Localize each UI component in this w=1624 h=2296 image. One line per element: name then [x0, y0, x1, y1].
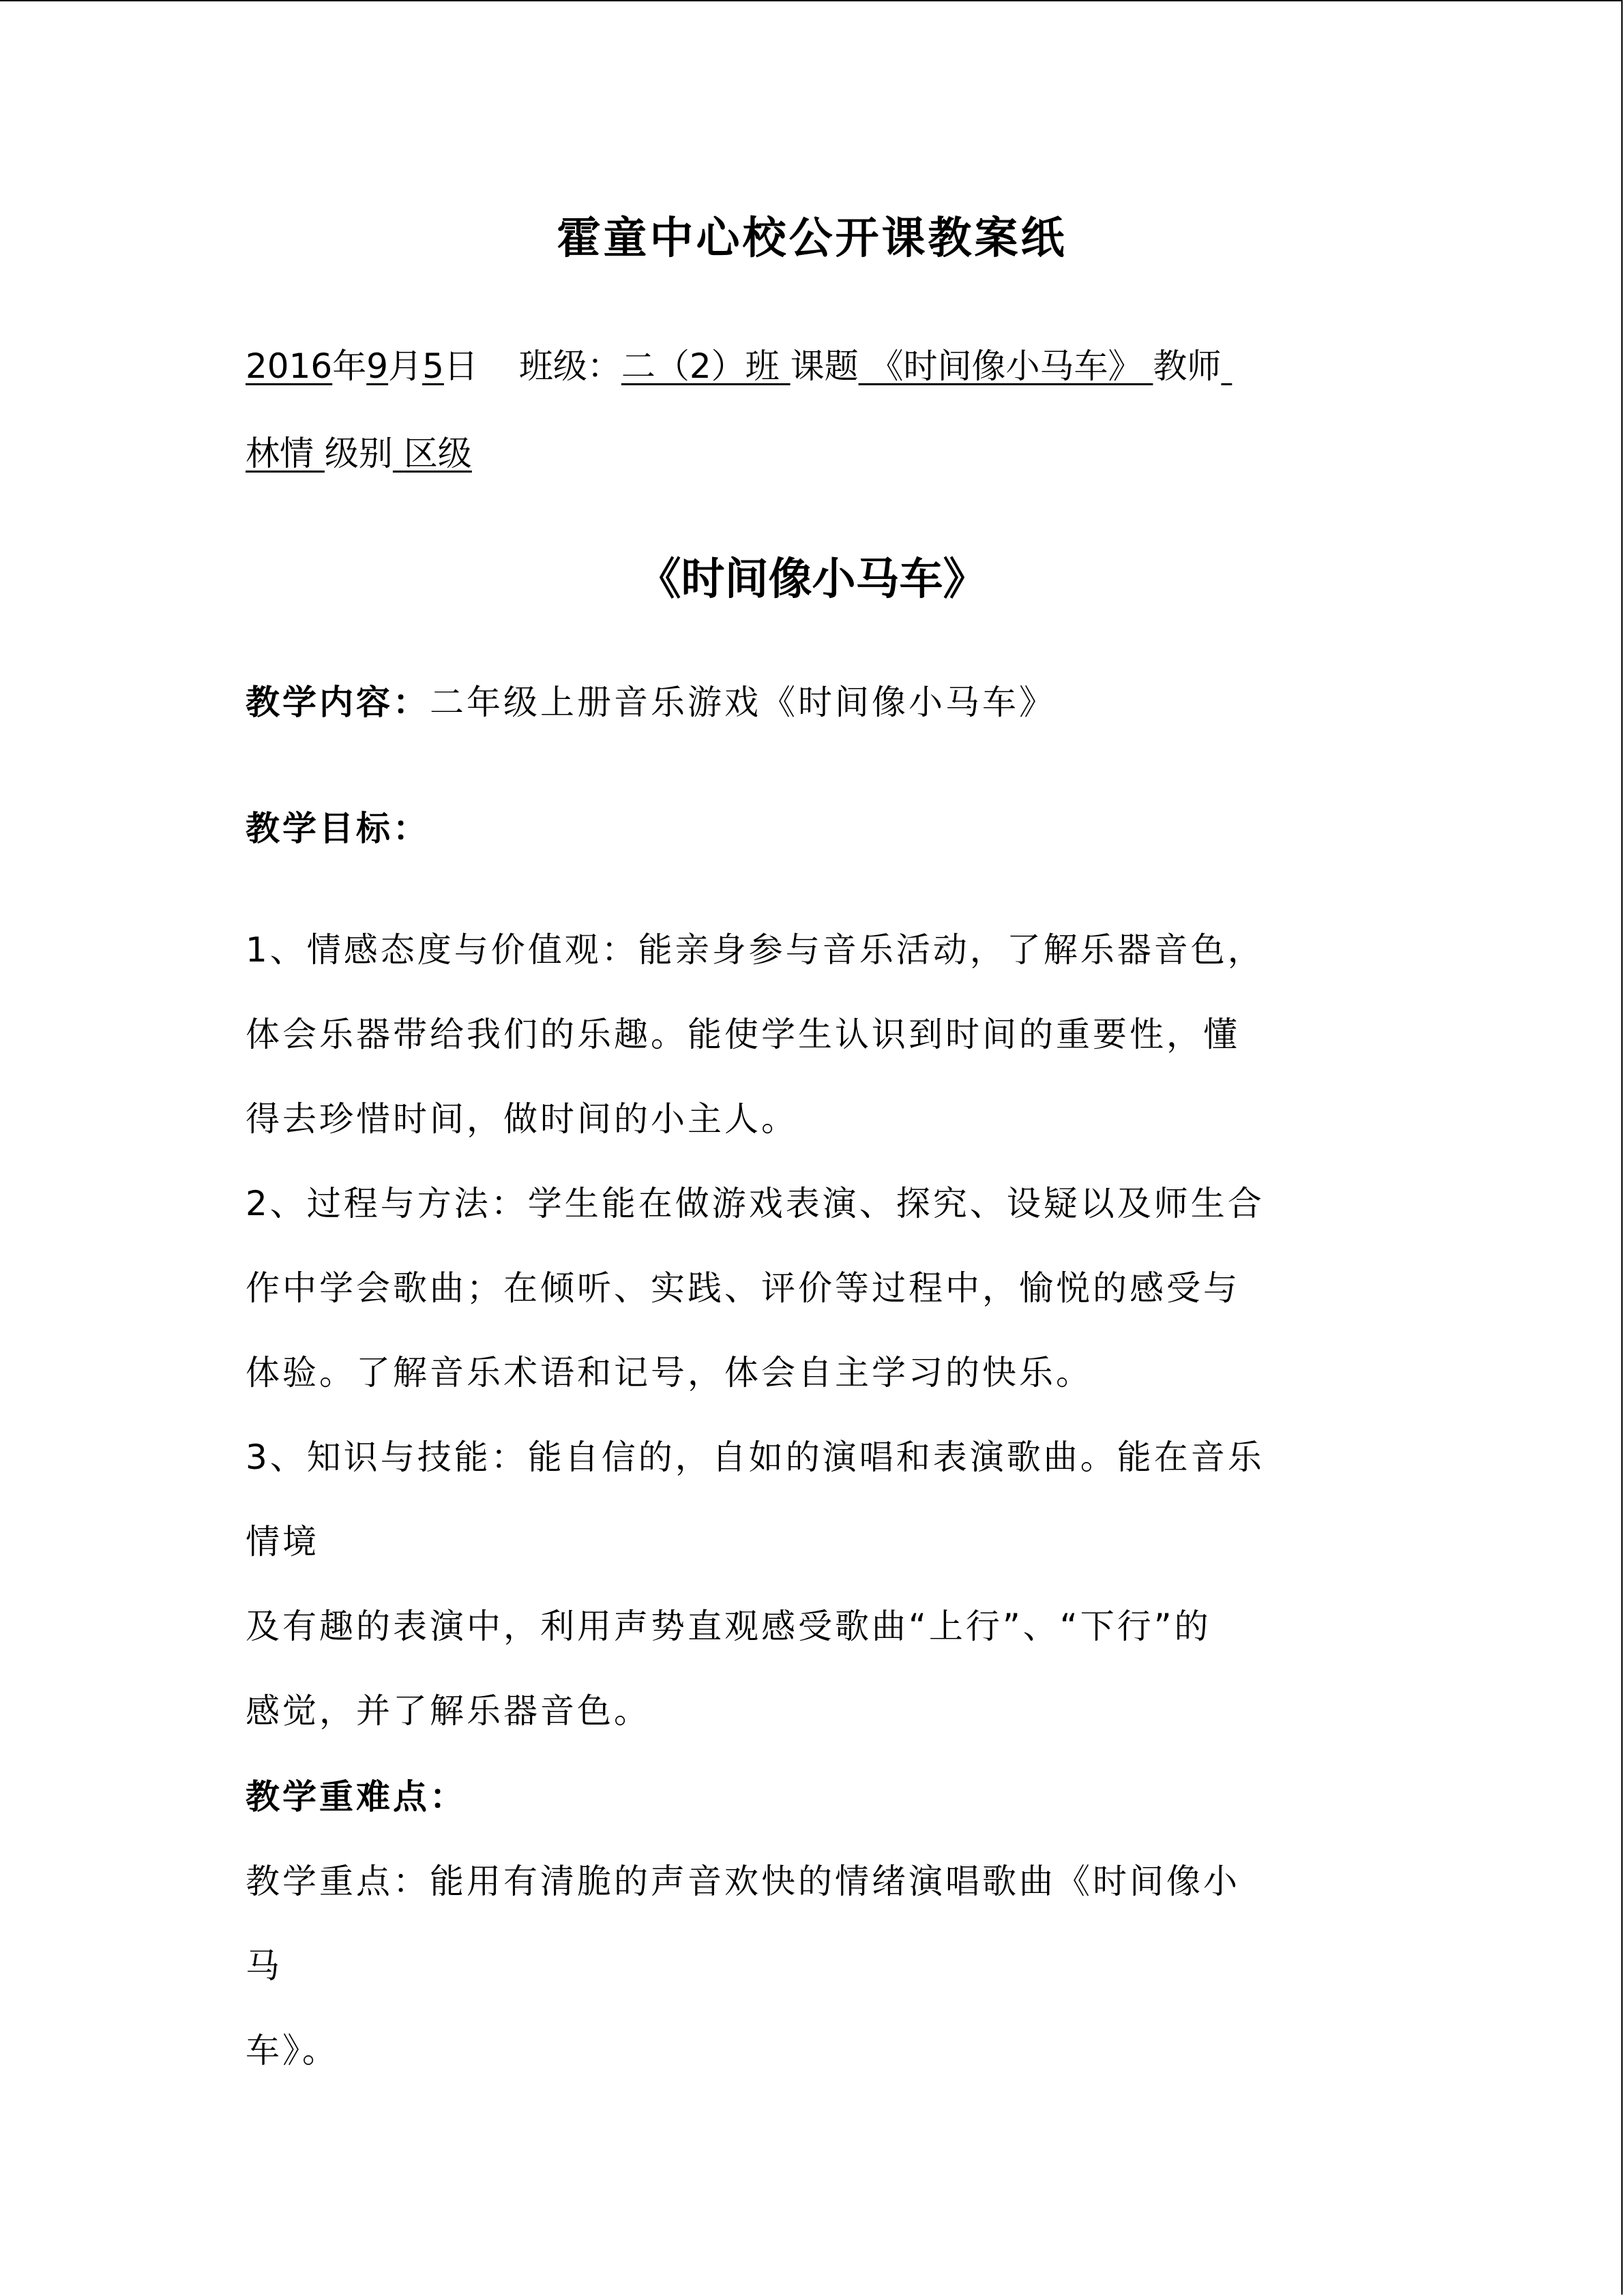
content-value: 二年级上册音乐游戏《时间像小马车》	[430, 683, 1056, 722]
teacher-label: 教师	[1153, 346, 1222, 386]
objective-line: 得去珍惜时间，做时间的小主人。	[246, 1099, 798, 1139]
objective-line: 情境	[246, 1522, 319, 1562]
objective-line: 体验。了解音乐术语和记号，体会自主学习的快乐。	[246, 1353, 1093, 1392]
keypoint-line: 教学重点：能用有清脆的声音欢快的情绪演唱歌曲《时间像小	[246, 1862, 1240, 1901]
keypoints-heading: 教学重难点：	[246, 1777, 467, 1817]
keypoint-line: 马	[246, 1946, 282, 1986]
objective-line: 3、知识与技能：能自信的，自如的演唱和表演歌曲。能在音乐	[246, 1437, 1265, 1477]
date-day: 5	[422, 346, 444, 386]
level-label: 级别	[324, 434, 393, 473]
day-label: 日	[443, 346, 478, 386]
objective-line: 感觉，并了解乐器音色。	[246, 1691, 651, 1731]
objective-line: 体会乐器带给我们的乐趣。能使学生认识到时间的重要性，懂	[246, 1015, 1240, 1054]
date-month: 9	[366, 346, 389, 386]
objective-line: 作中学会歌曲；在倾听、实践、评价等过程中，愉悦的感受与	[246, 1268, 1240, 1308]
lesson-title: 《时间像小马车》	[637, 554, 987, 605]
teacher-value: 林情	[246, 434, 314, 473]
keypoint-line: 车》。	[246, 2031, 339, 2070]
objective-line: 2、过程与方法：学生能在做游戏表演、探究、设疑以及师生合	[246, 1184, 1265, 1223]
class-label: 班级：	[518, 346, 621, 386]
document-title: 霍童中心校公开课教案纸	[557, 213, 1067, 264]
objective-line: 及有趣的表演中，利用声势直观感受歌曲“上行”、“下行”的	[246, 1607, 1211, 1646]
topic-label: 课题	[790, 346, 859, 386]
topic-value: 《时间像小马车》	[869, 346, 1142, 386]
meta-line-1	[246, 342, 1232, 390]
objectives-heading: 教学目标：	[246, 809, 430, 848]
content-line	[246, 679, 1056, 726]
class-value: 二（2）班	[621, 346, 780, 386]
month-label: 月	[388, 346, 423, 386]
meta-line-2	[246, 430, 472, 477]
date-year: 2016	[246, 346, 333, 386]
level-value: 区级	[403, 434, 472, 473]
content-label: 教学内容：	[246, 683, 430, 722]
year-label: 年	[332, 346, 367, 386]
objective-line: 1、情感态度与价值观：能亲身参与音乐活动，了解乐器音色，	[246, 930, 1265, 970]
